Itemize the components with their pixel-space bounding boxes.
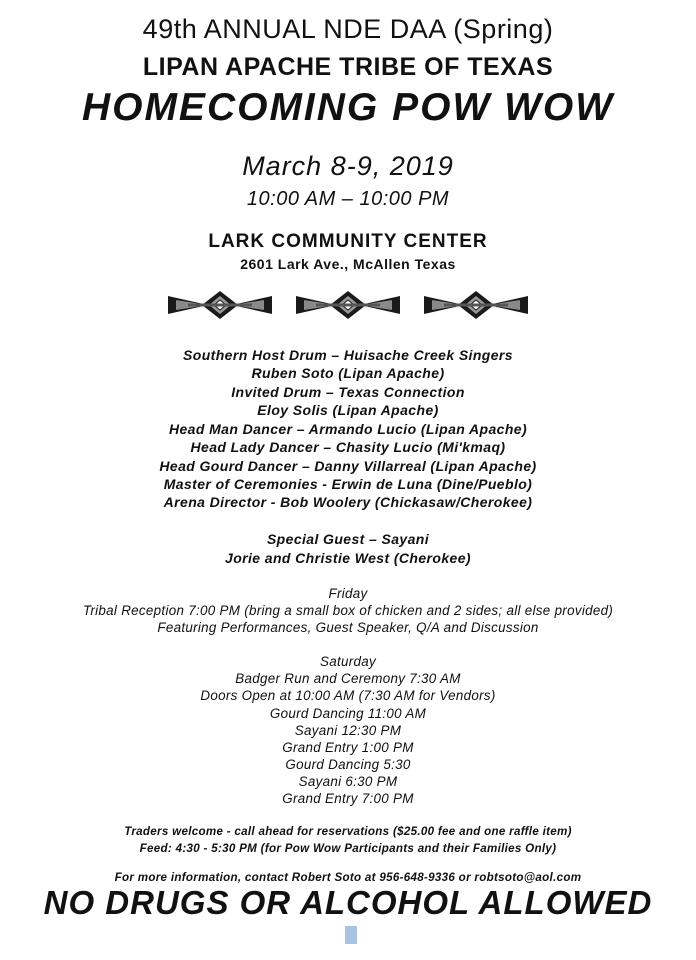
- saturday-item: Gourd Dancing 11:00 AM: [269, 706, 427, 721]
- saturday-item: Grand Entry 7:00 PM: [282, 791, 414, 806]
- lineup-line: Head Man Dancer – Armando Lucio (Lipan Apache): [168, 421, 528, 437]
- saturday-item: Sayani 12:30 PM: [294, 723, 402, 738]
- saturday-item: Grand Entry 1:00 PM: [282, 740, 414, 755]
- special-guest: Special Guest – Sayani: [266, 531, 430, 547]
- diamond-arrow-ornament-icon: [424, 288, 528, 322]
- feed-note: Feed: 4:30 - 5:30 PM (for Pow Wow Participants and their Families Only): [139, 842, 557, 855]
- saturday-item: Badger Run and Ceremony 7:30 AM: [235, 671, 461, 686]
- text-cursor-marker: [345, 926, 357, 944]
- lineup-line: Head Lady Dancer – Chasity Lucio (Mi'kmaq): [190, 439, 506, 455]
- no-drugs-banner: NO DRUGS OR ALCOHOL ALLOWED: [43, 884, 653, 921]
- lineup-line: Invited Drum – Texas Connection: [231, 384, 465, 400]
- event-title: HOMECOMING POW WOW: [81, 86, 615, 129]
- lineup-line: Head Gourd Dancer – Danny Villarreal (Lipan Apache): [159, 458, 537, 474]
- saturday-heading: Saturday: [320, 654, 376, 669]
- event-hours: 10:00 AM – 10:00 PM: [246, 188, 450, 210]
- traders-note: Traders welcome - call ahead for reservations ($25.00 fee and one raffle item): [124, 825, 572, 838]
- event-date: March 8-9, 2019: [242, 151, 454, 181]
- venue-address: 2601 Lark Ave., McAllen Texas: [240, 256, 456, 272]
- tribe-name: LIPAN APACHE TRIBE OF TEXAS: [142, 53, 554, 81]
- saturday-item: Doors Open at 10:00 AM (7:30 AM for Vendors): [200, 688, 496, 703]
- friday-heading: Friday: [328, 586, 368, 601]
- friday-item: Tribal Reception 7:00 PM (bring a small box of chicken and 2 sides; all else provided): [82, 603, 614, 618]
- event-edition: 49th ANNUAL NDE DAA (Spring): [142, 14, 554, 44]
- contact-info: For more information, contact Robert Soto at 956-648-9336 or robtsoto@aol.com: [114, 871, 582, 884]
- lineup-line: Eloy Solis (Lipan Apache): [257, 402, 439, 418]
- friday-item: Featuring Performances, Guest Speaker, Q/A and Discussion: [157, 620, 539, 635]
- diamond-arrow-ornament-icon: [168, 288, 272, 322]
- ornament-row: [0, 288, 696, 322]
- special-guest: Jorie and Christie West (Cherokee): [225, 550, 471, 566]
- lineup-line: Master of Ceremonies - Erwin de Luna (Dine/Pueblo): [163, 476, 533, 492]
- lineup-line: Southern Host Drum – Huisache Creek Singers: [183, 347, 513, 363]
- saturday-item: Sayani 6:30 PM: [298, 774, 398, 789]
- venue-name: LARK COMMUNITY CENTER: [208, 231, 488, 252]
- lineup-line: Ruben Soto (Lipan Apache): [251, 365, 445, 381]
- saturday-item: Gourd Dancing 5:30: [285, 757, 411, 772]
- lineup-line: Arena Director - Bob Woolery (Chickasaw/Cherokee): [163, 494, 533, 510]
- diamond-arrow-ornament-icon: [296, 288, 400, 322]
